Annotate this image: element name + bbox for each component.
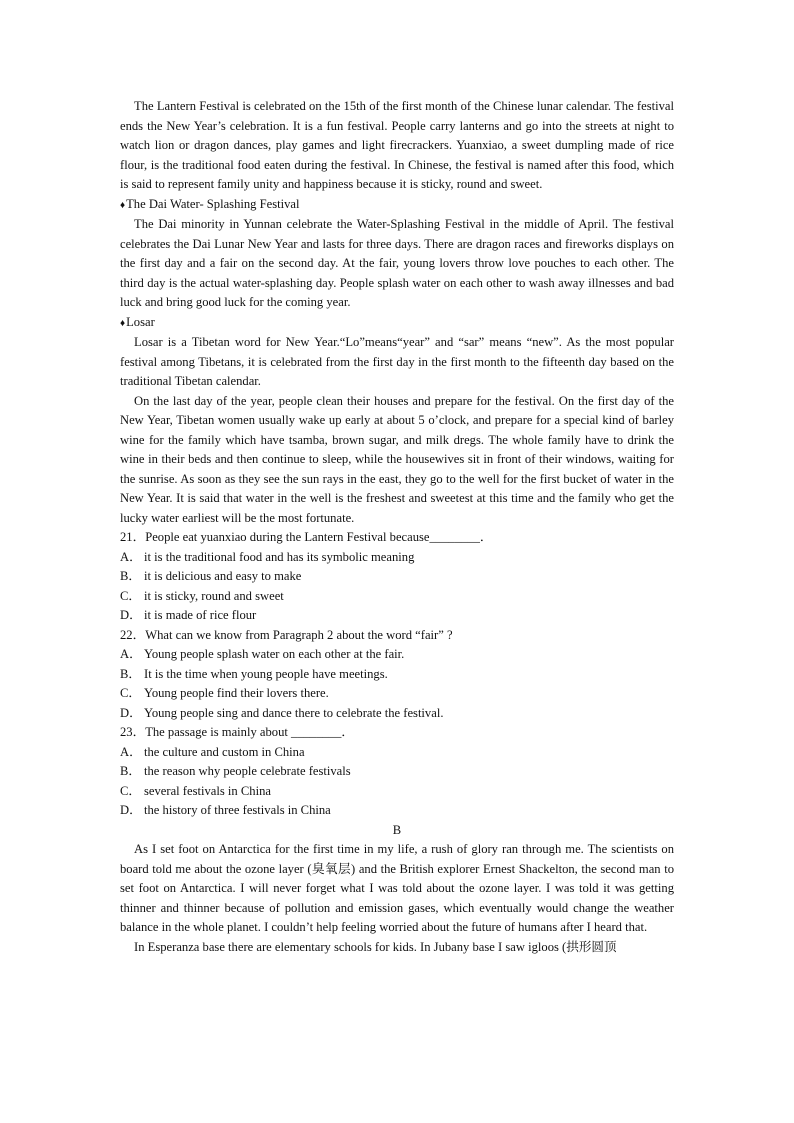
losar-heading xyxy=(120,313,674,334)
diamond-bullet-icon: ♦ xyxy=(120,199,126,211)
question-stem: 22．What can we know from Paragraph 2 about the word “fair” ? xyxy=(120,627,453,642)
option-d[interactable]: D． Young people sing and dance there to celebrate the festival. xyxy=(120,705,444,720)
option-c[interactable]: C． Young people find their lovers there. xyxy=(120,686,329,700)
question-stem: 21．People eat yuanxiao during the Lantern Festival because________． xyxy=(120,530,493,544)
option-b[interactable]: B． it is delicious and easy to make xyxy=(120,569,302,583)
question-stem: 23．The passage is mainly about ________． xyxy=(120,725,354,739)
option-c[interactable]: C． several festivals in China xyxy=(120,783,271,798)
dai-heading-text: The Dai Water- Splashing Festival xyxy=(126,196,300,211)
option-a[interactable]: A． the culture and custom in China xyxy=(120,744,305,759)
dai-festival-heading xyxy=(120,195,674,216)
question-22 xyxy=(120,626,674,724)
diamond-bullet-icon: ♦ xyxy=(120,317,126,329)
section-label-b: B xyxy=(392,822,402,837)
option-b[interactable]: B． the reason why people celebrate festivals xyxy=(120,764,351,778)
antarctica-paragraph-2: In Esperanza base there are elementary schools for kids. In Jubany base I saw igloos (拱形圆顶 xyxy=(134,939,617,954)
option-b[interactable]: B． It is the time when young people have meetings. xyxy=(120,666,388,681)
option-d[interactable]: D． it is made of rice flour xyxy=(120,608,257,622)
option-d[interactable]: D． the history of three festivals in China xyxy=(120,803,331,817)
losar-heading-text: Losar xyxy=(126,314,155,329)
option-a[interactable]: A． it is the traditional food and has its symbolic meaning xyxy=(120,549,415,564)
question-23 xyxy=(120,723,674,821)
document-page xyxy=(120,97,674,957)
lantern-paragraph: The Lantern Festival is celebrated on the 15th of the first month of the Chinese lunar calendar. The festival ends the New Year’s celebration. It is a fun festival. People carry lanterns and go into the streets at night to watch lion or dragon dances, play games and light firecrackers. Yuanxiao, a sweet dumpling made of rice flour, is the traditional food eaten during the festival. In Chinese, the festival is named after this food, which is said to represent family unity and happiness because it is sticky, round and sweet. xyxy=(120,99,674,191)
losar-paragraph-2: On the last day of the year, people clean their houses and prepare for the festival. On the first day of the New Year, Tibetan women usually wake up early at about 5 o’clock, and prepare for a special kind of barley wine for the family which have tsamba, brown sugar, and milk dregs. The whole family have to drink the wine in their beds and then continue to sleep, while the housewives sit in front of their windows, waiting for the sunrise. As soon as they see the sun rays in the east, they go to the well for the first bucket of water in the New Year. It is said that water in the well is the freshest and sweetest at this time and the family who get the lucky water earliest will be the most fortunate. xyxy=(120,393,674,525)
antarctica-paragraph-1: As I set foot on Antarctica for the first time in my life, a rush of glory ran through me. The scientists on board told me about the ozone layer (臭氧层) and the British explorer Ernest Shackelton, the second man to set foot on Antarctica. I will never forget what I was told about the ozone layer. I was told it was getting thinner and thinner because of pollution and emission gases, which eventually would change the weather balance in the whole planet. I couldn’t help feeling worried about the future of humans after I heard that. xyxy=(120,842,674,934)
dai-paragraph: The Dai minority in Yunnan celebrate the Water-Splashing Festival in the middle of April. The festival celebrates the Dai Lunar New Year and lasts for three days. There are dragon races and fireworks displays on the first day and a fair on the second day. At the fair, young lovers throw love pouches to each other. The third day is the actual water-splashing day. People splash water on each other to wash away illnesses and bad luck and bring good luck for the coming year. xyxy=(120,217,674,309)
option-c[interactable]: C． it is sticky, round and sweet xyxy=(120,588,284,603)
option-a[interactable]: A． Young people splash water on each other at the fair. xyxy=(120,647,405,661)
question-21 xyxy=(120,528,674,626)
losar-paragraph-1: Losar is a Tibetan word for New Year.“Lo”means“year” and “sar” means “new”. As the most popular festival among Tibetans, it is celebrated from the first day in the first month to the fifteenth day based on the traditional Tibetan calendar. xyxy=(120,335,674,388)
